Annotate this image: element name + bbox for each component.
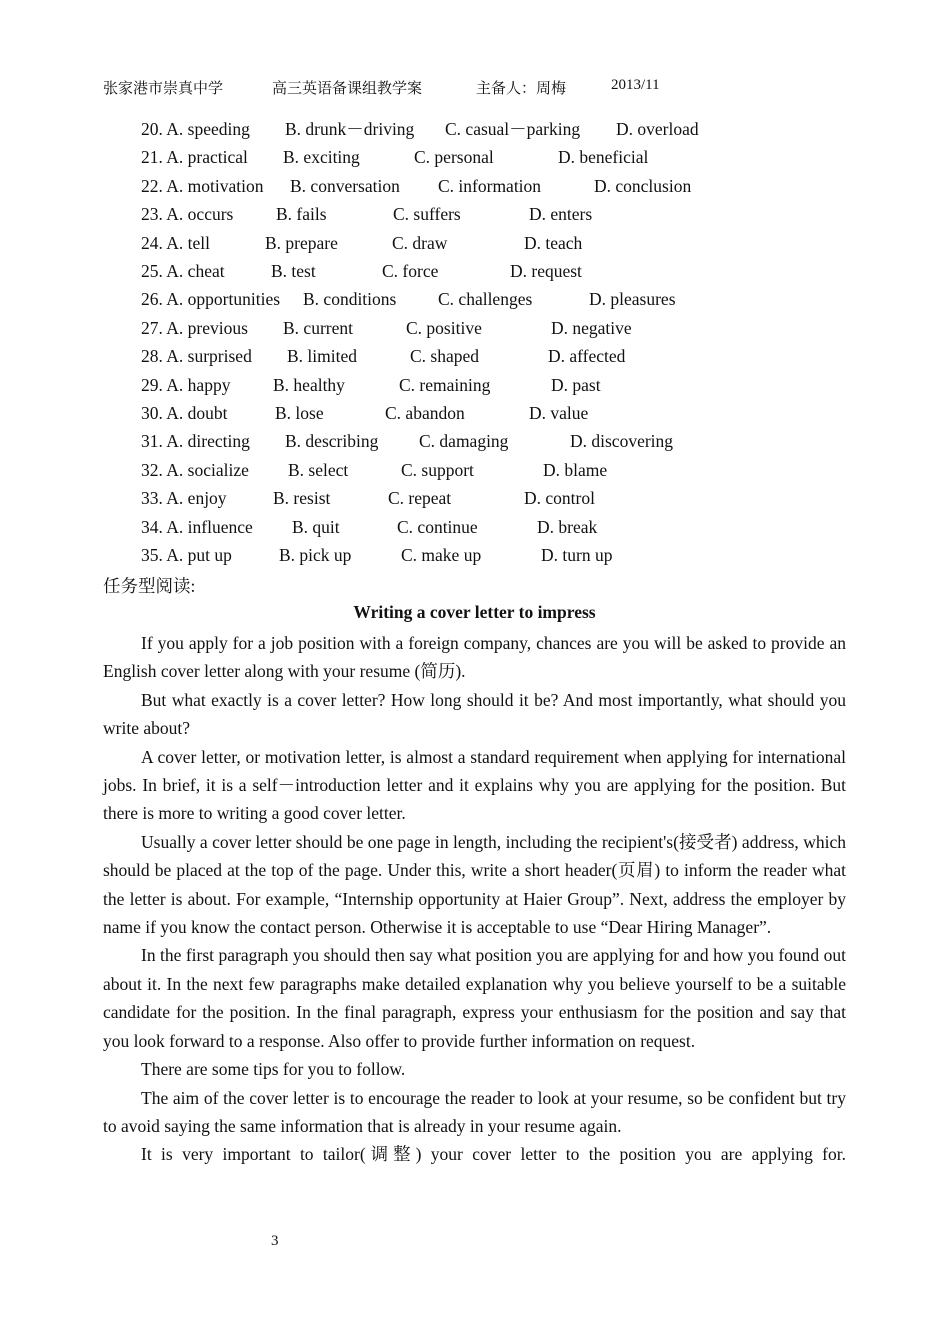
paragraph: But what exactly is a cover letter? How long should it be? And most importantly, what should you write about?	[103, 689, 846, 739]
option-c: C. shaped	[410, 346, 480, 367]
option-b: B. conversation	[290, 175, 400, 196]
option-a: 23. A. occurs	[141, 204, 234, 225]
option-d: D. conclusion	[594, 175, 692, 196]
option-d: D. overload	[616, 119, 699, 139]
option-c: C. support	[401, 459, 474, 480]
option-a: 34. A. influence	[141, 516, 253, 537]
option-c: C. challenges	[438, 289, 533, 310]
option-b: B. pick up	[279, 545, 352, 565]
option-c: C. personal	[414, 147, 494, 168]
option-a: 30. A. doubt	[141, 403, 228, 423]
option-d: D. enters	[529, 204, 593, 225]
option-b: B. test	[271, 261, 316, 281]
option-c: C. make up	[401, 545, 482, 565]
option-d: D. request	[510, 261, 582, 281]
option-d: D. value	[529, 403, 589, 423]
header-preparer: 主备人：周梅	[476, 81, 567, 97]
option-a: 29. A. happy	[141, 374, 231, 395]
option-d: D. discovering	[570, 431, 674, 452]
option-a: 22. A. motivation	[141, 175, 264, 196]
option-c: C. remaining	[399, 374, 491, 395]
option-d: D. turn up	[541, 545, 613, 565]
option-b: B. resist	[273, 488, 331, 509]
option-b: B. lose	[275, 403, 324, 423]
header-course: 高三英语备课组教学案	[272, 81, 423, 97]
header-school: 张家港市崇真中学	[103, 81, 224, 97]
option-c: C. information	[438, 175, 542, 196]
option-a: 24. A. tell	[141, 232, 211, 253]
option-a: 21. A. practical	[141, 147, 248, 168]
option-a: 26. A. opportunities	[141, 289, 281, 310]
option-a: 35. A. put up	[141, 545, 232, 565]
option-c: C. suffers	[393, 204, 461, 225]
option-c: C. casual－parking	[445, 119, 581, 139]
passage-body	[103, 629, 846, 1169]
option-c: C. draw	[392, 232, 448, 253]
option-d: D. negative	[551, 317, 632, 338]
option-b: B. drunk－driving	[285, 119, 415, 139]
option-c: C. positive	[406, 317, 482, 338]
paragraph: In the first paragraph you should then say what position you are applying for and how you found out about it. In the next few paragraphs make detailed explanation why you believe yourself to be a suitable candidate for the position. In the final paragraph, express your enthusiasm for the position and say that you look forward to a response. Also offer to provide further information on request.	[103, 945, 846, 1051]
option-a: 32. A. socialize	[141, 459, 249, 480]
page-number: 3	[271, 1233, 279, 1249]
paragraph: The aim of the cover letter is to encourage the reader to look at your resume, so be confident but try to avoid saying the same information that is already in your resume again.	[103, 1087, 846, 1136]
option-b: B. prepare	[265, 232, 338, 253]
passage-title: Writing a cover letter to impress	[353, 602, 596, 622]
option-d: D. pleasures	[589, 289, 676, 310]
option-b: B. fails	[276, 204, 327, 225]
option-d: D. past	[551, 374, 601, 395]
option-c: C. repeat	[388, 488, 452, 509]
option-a: 27. A. previous	[141, 317, 248, 338]
option-a: 28. A. surprised	[141, 346, 252, 367]
paragraph: A cover letter, or motivation letter, is almost a standard requirement when applying for international jobs. In brief, it is a self－introduction letter and it explains why you are applying for the position. But there is more to writing a good cover letter.	[103, 746, 846, 824]
option-a: 25. A. cheat	[141, 261, 225, 281]
option-d: D. affected	[548, 346, 626, 367]
option-a: 20. A. speeding	[141, 119, 250, 139]
section-label: 任务型阅读:	[103, 576, 196, 596]
option-d: D. blame	[543, 459, 608, 480]
option-b: B. select	[288, 459, 349, 480]
option-b: B. quit	[292, 516, 340, 537]
option-b: B. current	[283, 317, 353, 338]
option-a: 33. A. enjoy	[141, 488, 227, 509]
option-d: D. control	[524, 488, 595, 509]
paragraph: There are some tips for you to follow.	[141, 1059, 406, 1080]
option-b: B. limited	[287, 346, 357, 367]
option-a: 31. A. directing	[141, 431, 250, 452]
option-d: D. teach	[524, 232, 583, 253]
option-b: B. exciting	[283, 147, 360, 168]
paragraph: Usually a cover letter should be one page in length, including the recipient's(接受者) address, which should be placed at the top of the page. Under this, write a short header(页眉) to inform the reader what the letter is about. For example, “Internship opportunity at Haier Group”. Next, address the employer by name if you know the contact person. Otherwise it is acceptable to use “Dear Hiring Manager”.	[103, 831, 846, 938]
option-d: D. beneficial	[558, 147, 649, 168]
paragraph: It is very important to tailor(调整) your cover letter to the position you are applying for.	[141, 1144, 846, 1165]
option-d: D. break	[537, 516, 598, 537]
option-c: C. damaging	[419, 431, 509, 452]
option-b: B. healthy	[273, 374, 345, 395]
option-b: B. conditions	[303, 289, 397, 310]
option-c: C. abandon	[385, 403, 465, 423]
option-b: B. describing	[285, 431, 379, 452]
paragraph: If you apply for a job position with a foreign company, chances are you will be asked to provide an English cover letter along with your resume (简历).	[103, 633, 846, 682]
option-c: C. force	[382, 261, 439, 281]
option-c: C. continue	[397, 516, 478, 537]
header-date: 2013/11	[611, 77, 660, 93]
